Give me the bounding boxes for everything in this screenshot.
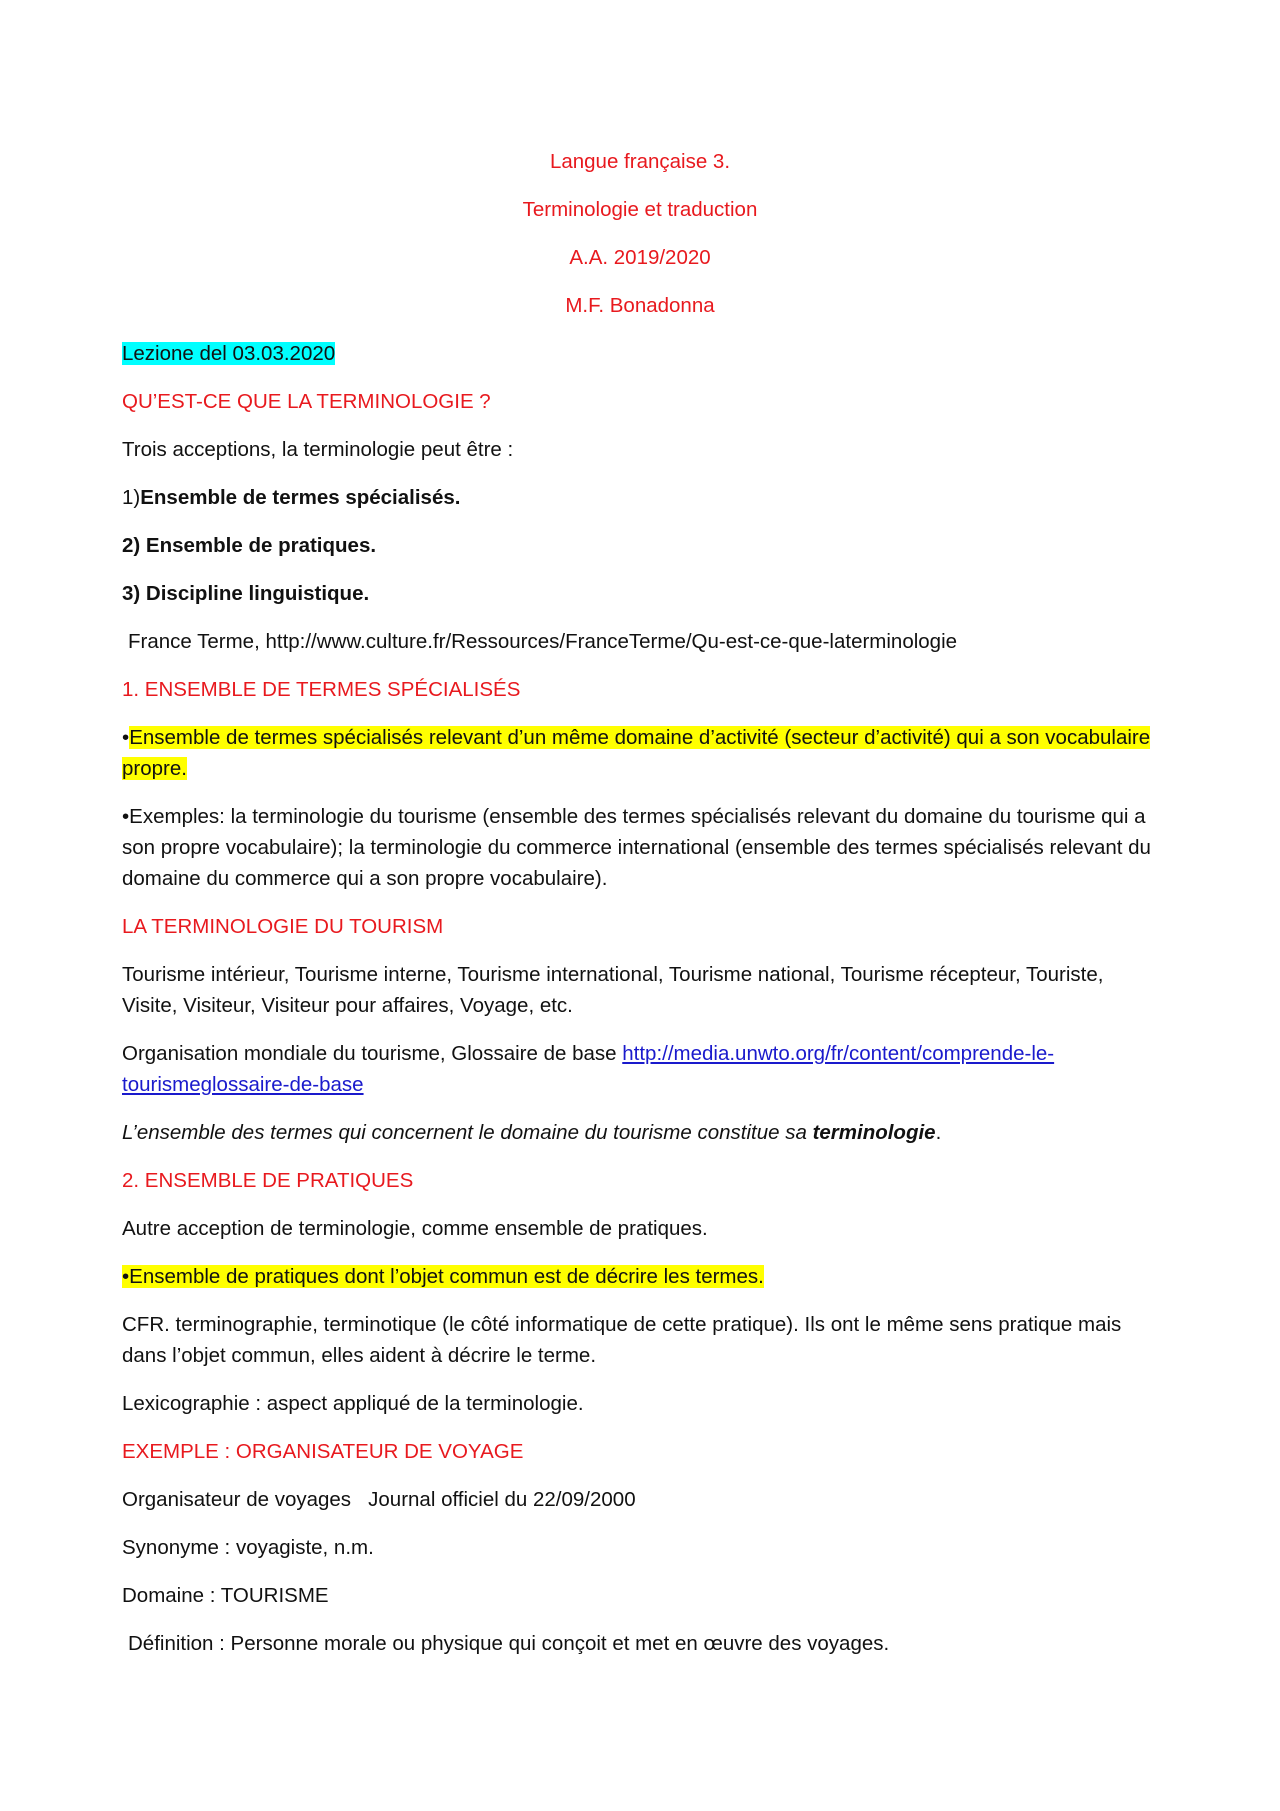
section-2-bullet-line: [122, 1261, 1162, 1292]
source-reference: France Terme, http://www.culture.fr/Ressources/FranceTerme/Qu-est-ce-que-laterminologie: [128, 630, 958, 653]
example-definition: Définition : Personne morale ou physique qui conçoit et met en œuvre des voyages.: [128, 1632, 890, 1655]
example-domain: Domaine : TOURISME: [122, 1584, 329, 1607]
heading-section-1: 1. ENSEMBLE DE TERMES SPÉCIALISÉS: [122, 678, 521, 701]
academic-year: A.A. 2019/2020: [569, 246, 711, 269]
section-2-intro: Autre acception de terminologie, comme ensemble de pratiques.: [122, 1217, 708, 1240]
document-page: [122, 146, 1162, 1676]
section-1-bullet-1: [122, 722, 1162, 784]
heading-tourism: LA TERMINOLOGIE DU TOURISM: [122, 915, 444, 938]
acception-item-2: 2) Ensemble de pratiques.: [122, 534, 377, 557]
tourism-conclusion-italic: L’ensemble des termes qui concernent le domaine du tourisme constitue sa: [122, 1121, 813, 1144]
lesson-date-line: [122, 338, 1162, 369]
bullet-mark: •: [122, 726, 130, 749]
section-1-bullet-2: •Exemples: la terminologie du tourisme (ensemble des termes spécialisés relevant du domaine du tourisme qui a son propre vocabulaire); la terminologie du commerce international (ensemble des termes spécialisés relevant du domaine du commerce qui a son propre vocabulaire).: [122, 805, 1151, 890]
example-synonym: Synonyme : voyagiste, n.m.: [122, 1536, 374, 1559]
course-subtitle: Terminologie et traduction: [522, 198, 758, 221]
heading-section-2: 2. ENSEMBLE DE PRATIQUES: [122, 1169, 414, 1192]
section-2-cfr: CFR. terminographie, terminotique (le côté informatique de cette pratique). Ils ont le même sens pratique mais dans l’objet commun, elles aident à décrire le terme.: [122, 1313, 1122, 1367]
document-header: [0, 146, 1280, 321]
section-2-bullet: •Ensemble de pratiques dont l’objet commun est de décrire les termes.: [122, 1265, 764, 1288]
acception-item-1-prefix: 1): [122, 486, 141, 509]
tourism-glossary: [122, 1038, 1162, 1100]
author-name: M.F. Bonadonna: [565, 294, 715, 317]
tourism-conclusion-end: .: [935, 1121, 942, 1144]
section-1-bullet-1-text: Ensemble de termes spécialisés relevant d’un même domaine d’activité (secteur d’activité) qui a son vocabulaire propre.: [122, 726, 1151, 780]
tourism-conclusion-bold: terminologie: [812, 1121, 936, 1144]
tourism-terms: Tourisme intérieur, Tourisme interne, Tourisme international, Tourisme national, Tourisme récepteur, Touriste, Visite, Visiteur, Visiteur pour affaires, Voyage, etc.: [122, 963, 1104, 1017]
tourism-glossary-prefix: Organisation mondiale du tourisme, Glossaire de base: [122, 1042, 623, 1065]
section-2-lexicography: Lexicographie : aspect appliqué de la terminologie.: [122, 1392, 584, 1415]
heading-what-is-terminology: QU’EST-CE QUE LA TERMINOLOGIE ?: [122, 390, 491, 413]
acception-item-1-text: Ensemble de termes spécialisés.: [140, 486, 461, 509]
acception-item-1: [122, 482, 1162, 513]
tourism-conclusion: [122, 1117, 1162, 1148]
acception-item-3: 3) Discipline linguistique.: [122, 582, 370, 605]
glossary-link[interactable]: http://media.unwto.org/fr/content/comprende-le-tourismeglossaire-de-base: [122, 1042, 1055, 1096]
example-term: Organisateur de voyages Journal officiel du 22/09/2000: [122, 1488, 636, 1511]
heading-example: EXEMPLE : ORGANISATEUR DE VOYAGE: [122, 1440, 524, 1463]
intro-acceptions: Trois acceptions, la terminologie peut être :: [122, 438, 514, 461]
lesson-date: Lezione del 03.03.2020: [122, 342, 336, 365]
course-title: Langue française 3.: [549, 150, 731, 173]
